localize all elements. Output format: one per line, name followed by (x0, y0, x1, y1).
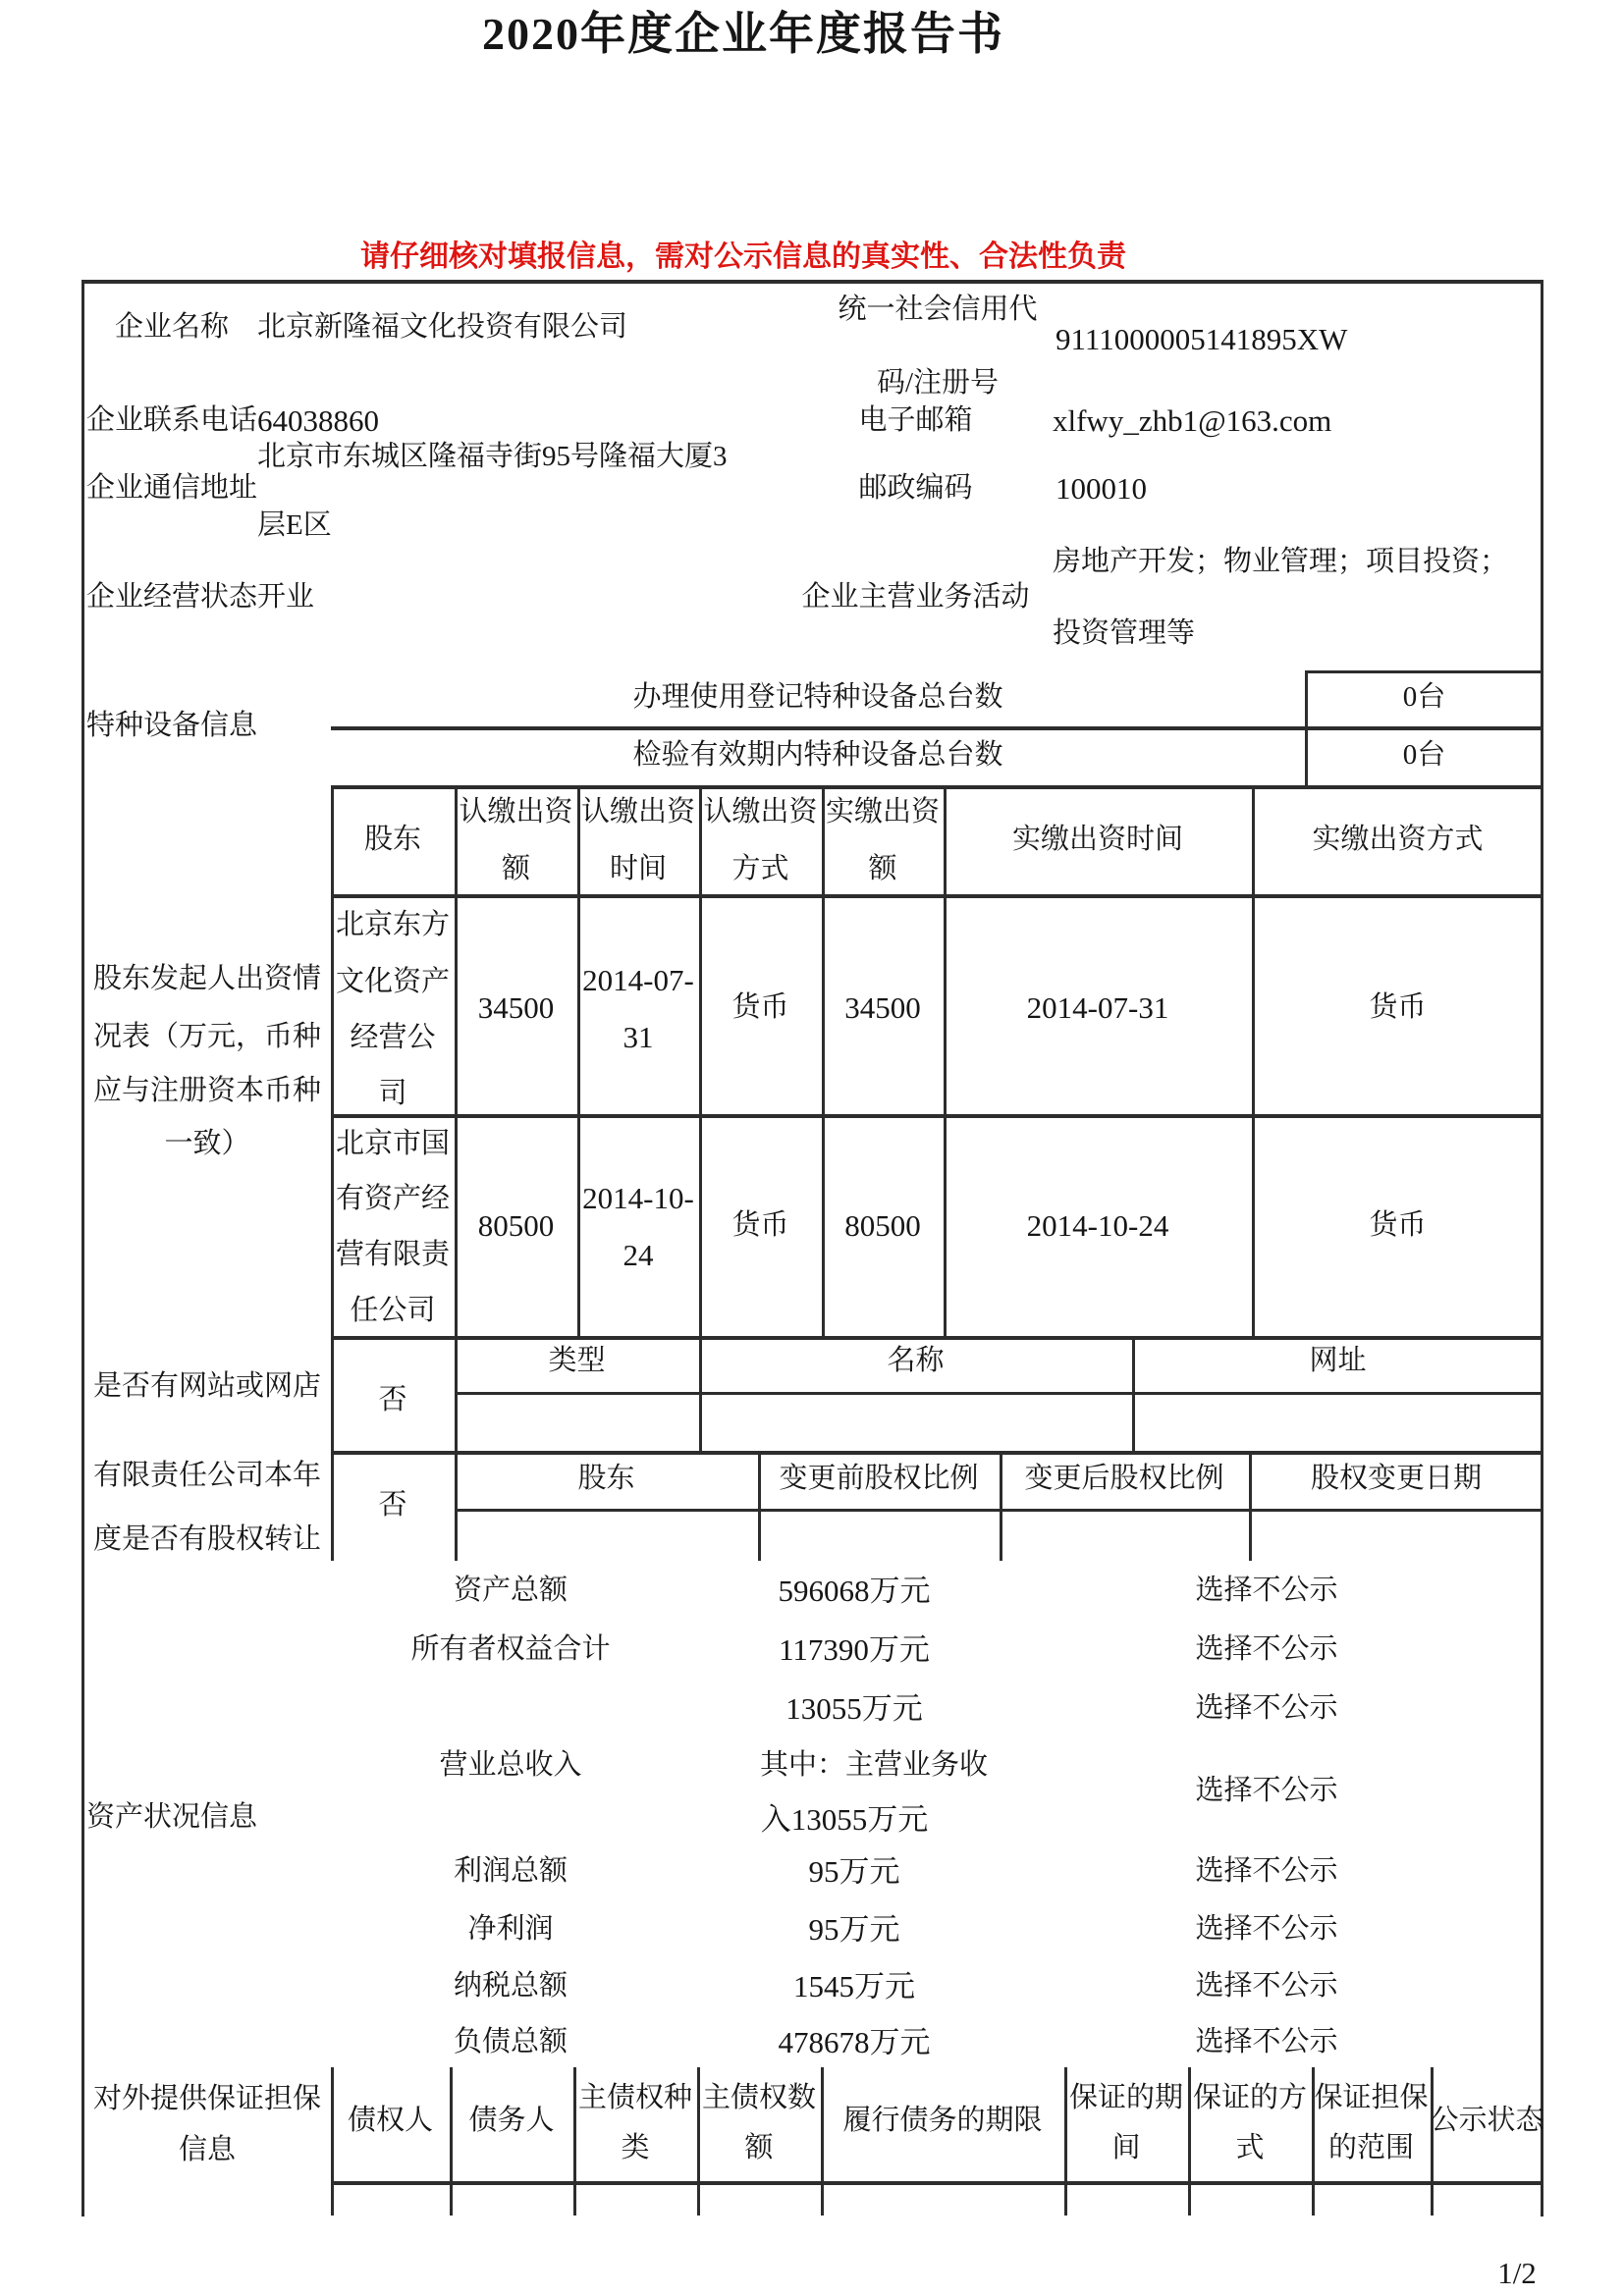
shareholder-name: 营有限责 (335, 1238, 450, 1270)
equipment-row-value: 0台 (1402, 738, 1446, 771)
col-header-subscribed-time: 时间 (609, 852, 667, 884)
col-header-paid-time: 实缴出资时间 (1011, 823, 1183, 855)
table-right-border (1541, 280, 1543, 2216)
shareholder-name: 北京东方 (335, 908, 450, 940)
email-value: xlfwy_zhb1@163.com (1053, 402, 1332, 438)
guarantee-col-debtor: 债务人 (468, 2104, 555, 2136)
table-line (331, 785, 1543, 789)
warning-text: 请仔细核对填报信息，需对公示信息的真实性、合法性负责 (360, 240, 1126, 273)
asset-row-label: 资产总额 (453, 1574, 568, 1606)
table-line (455, 785, 458, 1561)
guarantee-col-scope: 保证担保 (1314, 2081, 1429, 2113)
guarantee-col-period: 间 (1111, 2131, 1141, 2163)
subscribed-method: 货币 (731, 1208, 789, 1241)
guarantee-col-method: 保证的方 (1192, 2081, 1307, 2113)
main-business-value-line2: 投资管理等 (1053, 616, 1196, 649)
equity-col-shareholder: 股东 (577, 1462, 635, 1494)
subscribed-time: 2014-10- (582, 1180, 694, 1215)
company-name-label: 企业名称 (114, 310, 229, 343)
business-status-label: 企业经营状态 (85, 580, 257, 613)
subscribed-time: 2014-07- (582, 962, 694, 997)
paid-amount: 80500 (844, 1207, 921, 1243)
guarantee-col-performance-period: 履行债务的期限 (842, 2104, 1043, 2136)
asset-row-value: 95万元 (808, 1911, 900, 1947)
equipment-row-value: 0台 (1402, 680, 1446, 713)
asset-row-publish: 选择不公示 (1195, 1912, 1338, 1945)
table-left-border (81, 280, 84, 2216)
table-line (455, 1392, 1543, 1395)
page-title: 2020年度企业年度报告书 (482, 9, 1004, 59)
shareholders-section-label-line3: 应与注册资本币种 (92, 1074, 321, 1106)
equity-col-change-date: 股权变更日期 (1310, 1462, 1482, 1494)
asset-row-value: 596068万元 (778, 1573, 931, 1608)
website-section-label: 是否有网站或网店 (92, 1369, 321, 1402)
postcode-value: 100010 (1056, 470, 1147, 506)
table-line (1252, 785, 1255, 1340)
col-header-paid-amount: 额 (868, 852, 897, 884)
shareholder-name: 经营公 (350, 1021, 436, 1053)
table-line (331, 1336, 1543, 1340)
asset-row-label: 利润总额 (453, 1854, 568, 1887)
credit-code-label-line2: 码/注册号 (876, 366, 1000, 399)
table-line (331, 785, 334, 1561)
equipment-row-label: 检验有效期内特种设备总台数 (632, 738, 1003, 771)
table-line (944, 785, 947, 1340)
asset-row-value: 117390万元 (779, 1631, 930, 1667)
business-status-value: 开业 (257, 580, 315, 613)
asset-row-value: 478678万元 (778, 2024, 931, 2059)
paid-amount: 34500 (844, 989, 921, 1025)
asset-row-publish: 选择不公示 (1195, 2025, 1338, 2057)
table-line (1305, 670, 1543, 673)
table-line (331, 2067, 334, 2216)
special-equipment-section-label: 特种设备信息 (85, 709, 257, 741)
paid-method: 货币 (1369, 990, 1427, 1023)
col-header-paid-method: 实缴出资方式 (1312, 823, 1484, 855)
asset-row-label: 纳税总额 (453, 1969, 568, 2002)
guarantee-col-period: 保证的期 (1068, 2081, 1183, 2113)
paid-time: 2014-07-31 (1026, 989, 1169, 1025)
equity-section-label-line2: 度是否有股权转让 (92, 1522, 321, 1555)
table-line (821, 2067, 824, 2216)
asset-row-publish: 选择不公示 (1195, 1632, 1338, 1665)
col-header-paid-amount: 实缴出资 (825, 795, 940, 828)
shareholder-name: 文化资产 (335, 965, 450, 997)
guarantee-col-debt-amount: 主债权数 (701, 2081, 816, 2113)
credit-code-label-line1: 统一社会信用代 (838, 293, 1038, 325)
subscribed-time: 24 (623, 1237, 654, 1272)
subscribed-method: 货币 (731, 990, 789, 1023)
asset-row-label: 营业总收入 (439, 1748, 582, 1781)
table-line (331, 2181, 1543, 2185)
asset-row-publish: 选择不公示 (1195, 1774, 1338, 1806)
guarantee-col-debt-type: 主债权种 (577, 2081, 692, 2113)
asset-row-label: 所有者权益合计 (410, 1632, 611, 1665)
asset-row-label: 净利润 (467, 1912, 554, 1945)
asset-row-label: 负债总额 (453, 2025, 568, 2057)
col-header-subscribed-method: 方式 (731, 852, 789, 884)
phone-value: 64038860 (257, 402, 379, 438)
equity-answer: 否 (378, 1488, 407, 1521)
col-header-subscribed-time: 认缴出资 (580, 795, 695, 828)
table-line (450, 2067, 453, 2216)
asset-row-value: 95万元 (808, 1853, 900, 1889)
website-col-type: 类型 (548, 1344, 606, 1376)
shareholders-section-label-line2: 况表（万元，币种 (92, 1020, 321, 1052)
address-value-line1: 北京市东城区隆福寺街95号隆福大厦3 (257, 440, 728, 472)
table-line (331, 1451, 1543, 1455)
credit-code-value: 9111000005141895XW (1056, 321, 1348, 356)
guarantee-col-creditor: 债权人 (347, 2104, 433, 2136)
phone-label: 企业联系电话 (85, 403, 257, 436)
subscribed-time: 31 (623, 1019, 654, 1054)
email-label: 电子邮箱 (858, 403, 973, 436)
postcode-label: 邮政编码 (858, 471, 973, 504)
shareholder-name: 任公司 (350, 1294, 436, 1326)
company-name-value: 北京新隆福文化投资有限公司 (257, 310, 628, 343)
main-business-label: 企业主营业务活动 (801, 580, 1030, 613)
paid-method: 货币 (1369, 1208, 1427, 1241)
asset-row-publish: 选择不公示 (1195, 1854, 1338, 1887)
paid-time: 2014-10-24 (1026, 1207, 1169, 1243)
asset-row-value: 1545万元 (793, 1968, 915, 2003)
table-line (331, 726, 1543, 730)
shareholders-section-label-line4: 一致） (164, 1127, 250, 1159)
col-header-subscribed-amount: 认缴出资 (459, 795, 573, 828)
col-header-shareholder: 股东 (363, 823, 421, 855)
equipment-row-label: 办理使用登记特种设备总台数 (632, 680, 1003, 713)
website-answer: 否 (378, 1383, 407, 1415)
shareholder-name: 北京市国 (335, 1127, 450, 1159)
table-line (331, 1114, 1543, 1118)
shareholder-name: 司 (378, 1077, 407, 1109)
asset-row-publish: 选择不公示 (1195, 1691, 1338, 1724)
guarantee-col-publicity-status: 公示状态 (1430, 2104, 1544, 2136)
main-business-value-line1: 房地产开发；物业管理；项目投资； (1053, 545, 1509, 577)
subscribed-amount: 80500 (477, 1207, 555, 1243)
asset-row-value: 13055万元 (785, 1690, 923, 1726)
equity-col-before-ratio: 变更前股权比例 (779, 1462, 979, 1494)
col-header-subscribed-method: 认缴出资 (703, 795, 818, 828)
shareholders-section-label-line1: 股东发起人出资情 (92, 962, 321, 994)
page-number: 1/2 (1497, 2255, 1537, 2290)
asset-row-value-line1: 其中：主营业务收 (759, 1748, 988, 1781)
asset-row-publish: 选择不公示 (1195, 1969, 1338, 2002)
table-line (1431, 2067, 1434, 2216)
guarantee-col-debt-amount: 额 (744, 2131, 774, 2163)
asset-row-publish: 选择不公示 (1195, 1574, 1338, 1606)
shareholder-name: 有资产经 (335, 1182, 450, 1214)
col-header-subscribed-amount: 额 (501, 852, 530, 884)
assets-section-label: 资产状况信息 (85, 1800, 257, 1833)
equity-col-after-ratio: 变更后股权比例 (1024, 1462, 1224, 1494)
asset-row-value-line2: 入13055万元 (760, 1801, 929, 1837)
guarantees-section-label-line1: 对外提供保证担保 (92, 2082, 321, 2114)
guarantees-section-label-line2: 信息 (178, 2133, 236, 2165)
equity-section-label-line1: 有限责任公司本年 (92, 1459, 321, 1491)
guarantee-col-debt-type: 类 (621, 2131, 650, 2163)
subscribed-amount: 34500 (477, 989, 555, 1025)
guarantee-col-method: 式 (1235, 2131, 1265, 2163)
address-label: 企业通信地址 (85, 471, 257, 504)
guarantee-col-scope: 的范围 (1327, 2131, 1414, 2163)
table-top-border (81, 280, 1543, 284)
table-line (331, 894, 1543, 898)
website-col-url: 网址 (1309, 1344, 1367, 1376)
website-col-name: 名称 (887, 1344, 945, 1376)
address-value-line2: 层E区 (257, 508, 332, 541)
